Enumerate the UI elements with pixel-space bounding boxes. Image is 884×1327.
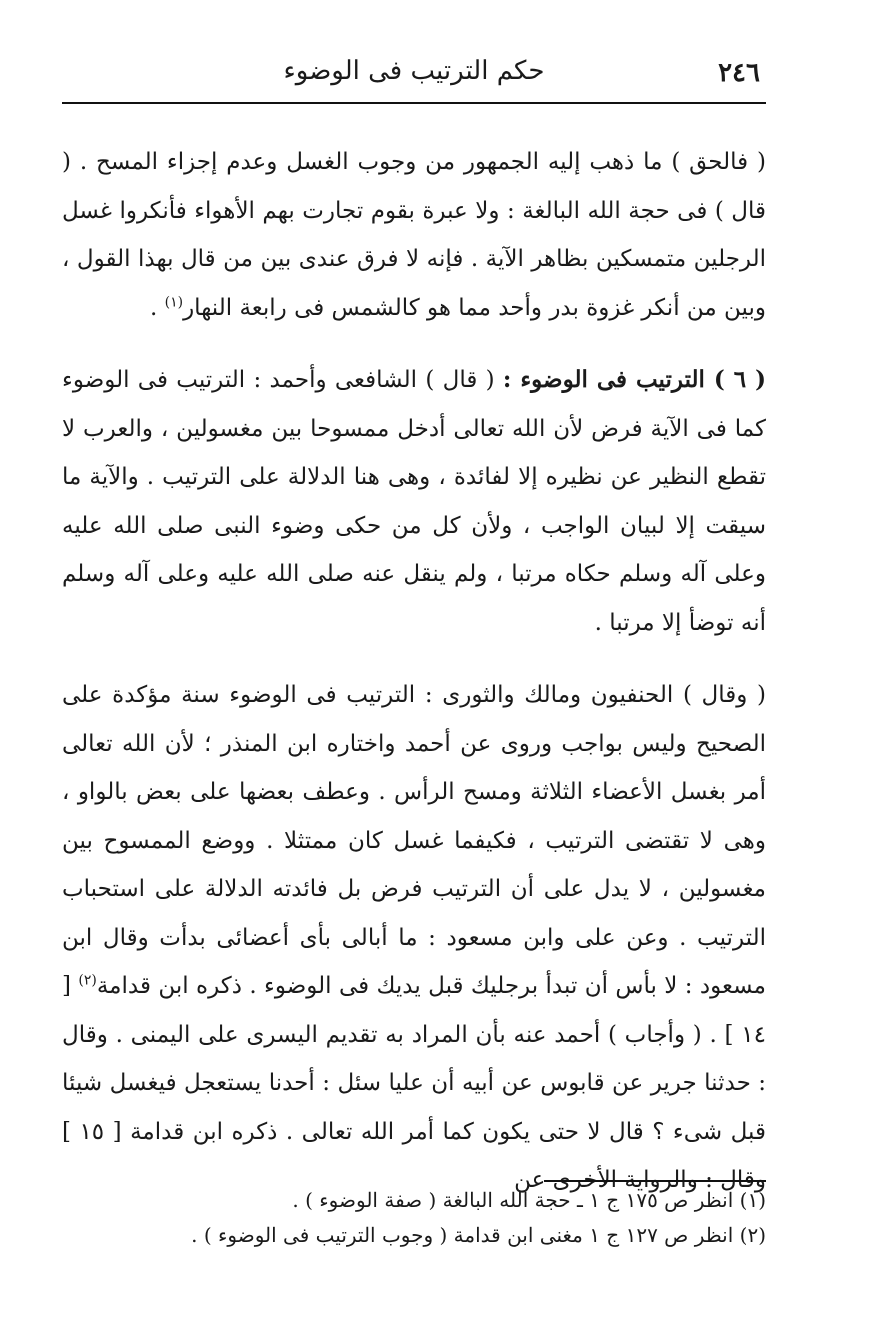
- paragraph-2: [62, 356, 766, 647]
- running-title: حكم الترتيب فى الوضوء: [283, 56, 545, 86]
- footnote-1: (١) انظر ص ١٧٥ ج ١ ـ حجة الله البالغة ( صفة الوضوء ) .: [292, 1188, 766, 1212]
- section-heading: ( ٦ ) الترتيب فى الوضوء :: [502, 366, 767, 393]
- paragraph-1: [62, 138, 766, 332]
- page-number: ٢٤٦: [718, 58, 760, 88]
- header-rule: [62, 102, 766, 104]
- footnote-ref-1: (١): [164, 293, 184, 310]
- paragraph-text: ( وقال ) الحنفيون ومالك والثورى : الترتيب فى الوضوء سنة مؤكدة على الصحيح وليس بواجب وروى عن أحمد واختاره ابن المنذر ؛ لأن الله تعالى أمر بغسل الأعضاء الثلاثة ومسح الرأس . وعطف بعضها على بعض بالواو ، وهى لا تقتضى الترتيب ، فكيفما غسل كان ممتثلا . ووضع الممسوح بين مغسولين ، لا يدل على أن الترتيب فرض بل فائدته الدلالة على استحباب الترتيب . وعن على وابن مسعود : ما أبالى بأى أعضائى بدأت وقال ابن مسعود : لا بأس أن تبدأ برجليك قبل يديك فى الوضوء . ذكره ابن قدامة: [62, 682, 766, 999]
- footnotes: [62, 1183, 766, 1253]
- paragraph-text: ( قال ) الشافعى وأحمد : الترتيب فى الوضوء كما فى الآية فرض لأن الله تعالى أدخل ممسوحا بين مغسولين ، والعرب لا تقطع النظير عن نظيره إلا لفائدة ، وهى هنا الدلالة على الترتيب . والآية ما سيقت إلا لبيان الواجب ، ولأن كل من حكى وضوء النبى صلى الله عليه وعلى آله وسلم حكاه مرتبا ، ولم ينقل عنه صلى الله عليه وعلى آله وسلم أنه توضأ إلا مرتبا .: [62, 367, 766, 636]
- paragraph-text: ( فالحق ) ما ذهب إليه الجمهور من وجوب الغسل وعدم إجزاء المسح . ( قال ) فى حجة الله البالغة : ولا عبرة بقوم تجارت بهم الأهواء فأنكروا غسل الرجلين متمسكين بظاهر الآية . فإنه لا فرق عندى بين من قال بهذا القول ، وبين من أنكر غزوة بدر وأحد مما هو كالشمس فى رابعة النهار: [62, 149, 766, 321]
- footnote-2: (٢) انظر ص ١٢٧ ج ١ مغنى ابن قدامة ( وجوب الترتيب فى الوضوء ) .: [191, 1223, 766, 1247]
- paragraph-tail: .: [149, 294, 165, 321]
- body-text: [62, 138, 766, 1205]
- paragraph-tail: [ ١٤ ] . ( وأجاب ) أحمد عنه بأن المراد به تقديم اليسرى على اليمنى . وقال : حدثنا جرير عن قابوس عن أبيه أن عليا سئل : أحدنا يستعجل فيغسل شيئا قبل شىء ؟ قال لا حتى يكون كما أمر الله تعالى . ذكره ابن قدامة [ ١٥ ] وقال : والرواية الأخرى عن: [62, 973, 766, 1193]
- page-header: [62, 52, 766, 96]
- footnote-ref-2: (٢): [78, 972, 97, 989]
- paragraph-3: [62, 671, 766, 1205]
- footnote-rule: [544, 1180, 766, 1182]
